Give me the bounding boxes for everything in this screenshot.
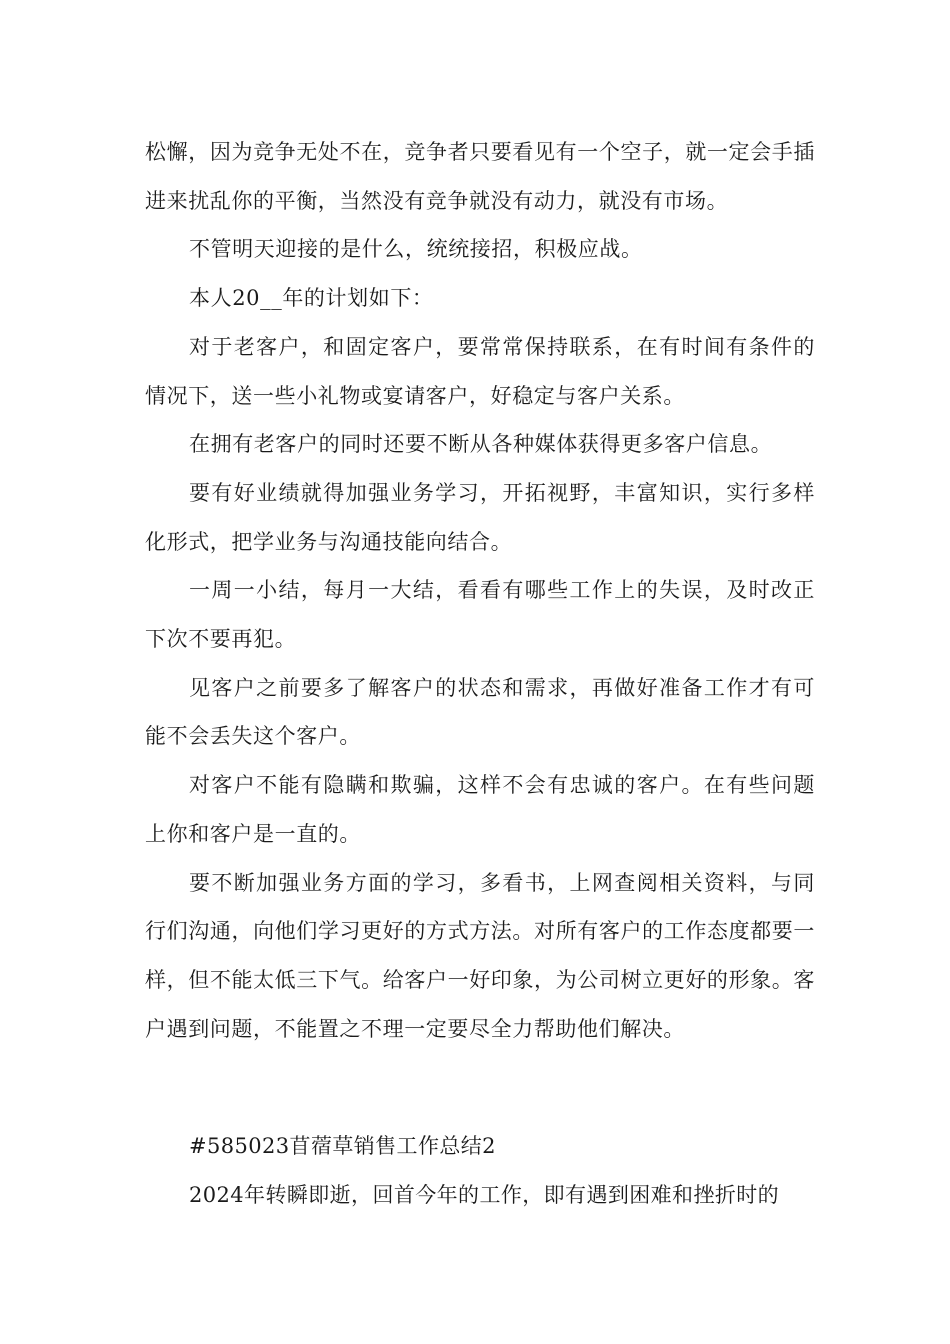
paragraph-7: 一周一小结，每月一大结，看看有哪些工作上的失误，及时改正下次不要再犯。 [145,578,815,652]
paragraph-4: 对于老客户，和固定客户，要常常保持联系，在有时间有条件的情况下，送一些小礼物或宴请客户，好稳定与客户关系。 [145,334,815,408]
paragraph-10: 要不断加强业务方面的学习，多看书，上网查阅相关资料，与同行们沟通，向他们学习更好的方式方法。对所有客户的工作态度都要一样，但不能太低三下气。给客户一好印象，为公司树立更好的形象。客户遇到问题，不能置之不理一定要尽全力帮助他们解决。 [145,870,815,1041]
section-2 [145,1122,815,1219]
paragraph-6: 要有好业绩就得加强业务学习，开拓视野，丰富知识，实行多样化形式，把学业务与沟通技能向结合。 [145,480,815,554]
paragraph-5: 在拥有老客户的同时还要不断从各种媒体获得更多客户信息。 [189,432,773,457]
section-heading: #585023苜蓿草销售工作总结2 [189,1134,496,1158]
section-first-line: 2024年转瞬即逝，回首今年的工作，即有遇到困难和挫折时的 [189,1182,780,1207]
paragraph-2: 不管明天迎接的是什么，统统接招，积极应战。 [189,237,643,262]
paragraph-9: 对客户不能有隐瞒和欺骗，这样不会有忠诚的客户。在有些问题上你和客户是一直的。 [145,773,815,846]
paragraph-1: 松懈，因为竞争无处不在，竞争者只要看见有一个空子，就一定会手插进来扰乱你的平衡，当然没有竞争就没有动力，就没有市场。 [145,140,815,213]
document-body [145,128,815,1053]
paragraph-3: 本人20__年的计划如下： [189,286,434,311]
paragraph-8: 见客户之前要多了解客户的状态和需求，再做好准备工作才有可能不会丢失这个客户。 [145,675,815,749]
